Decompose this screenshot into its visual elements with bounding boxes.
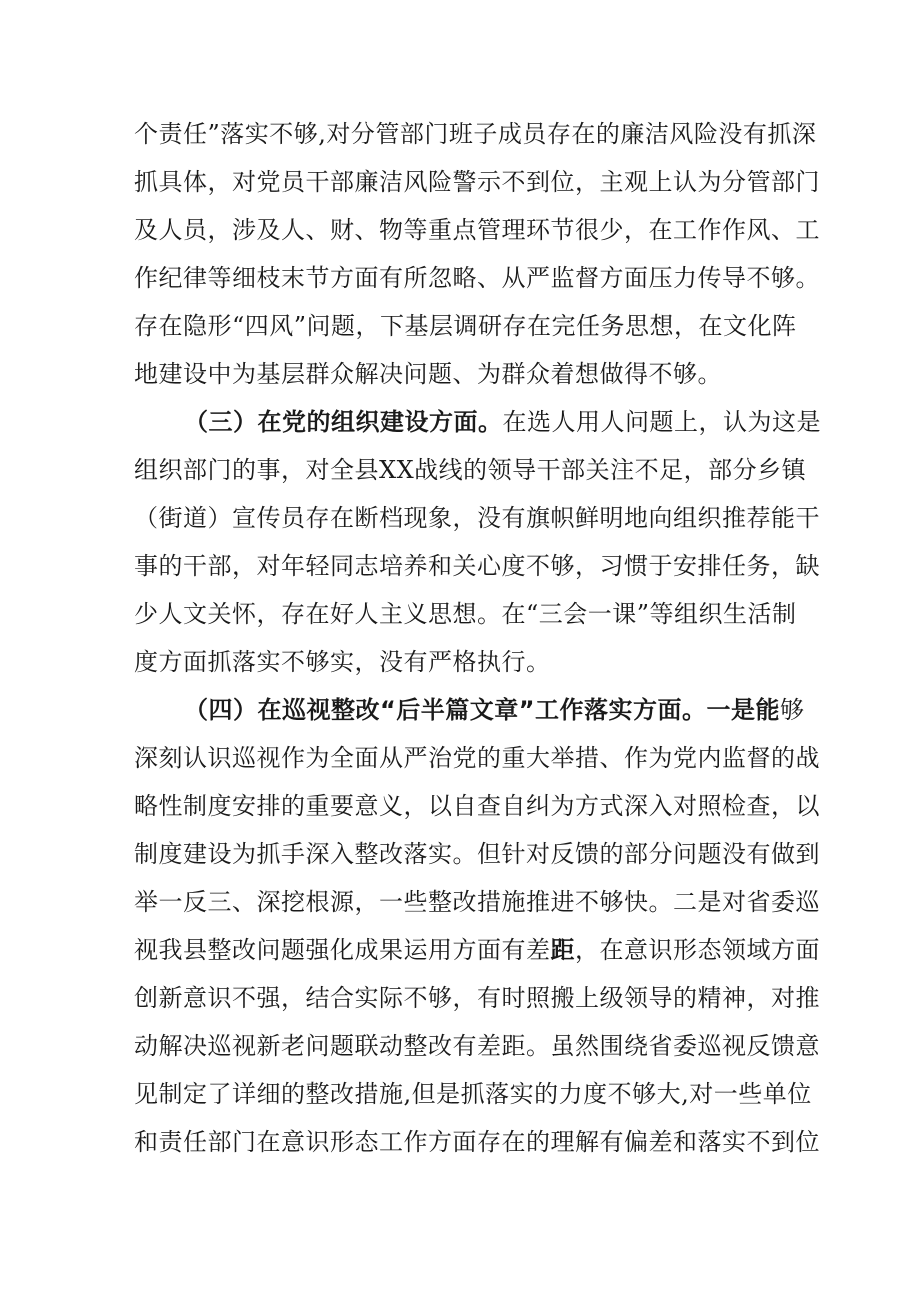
text-line xyxy=(134,1026,820,1066)
text-run: 组织部门的事，对全县XX战线的领导干部关注不足，部分乡镇 xyxy=(134,456,807,484)
text-run: 创新意识不强，结合实际不够，有时照搬上级领导的精神，对推 xyxy=(134,984,820,1012)
text-run: 制度建设为抓手深入整改落实。但针对反馈的部分问题没有做到 xyxy=(134,840,820,868)
text-line xyxy=(134,210,820,250)
text-line xyxy=(134,930,820,970)
text-line xyxy=(134,498,820,538)
text-line xyxy=(134,546,820,586)
text-run: 事的干部，对年轻同志培养和关心度不够，习惯于安排任务，缺 xyxy=(134,552,820,580)
text-line xyxy=(134,1122,820,1162)
text-run: 地建设中为基层群众解决问题、为群众着想做得不够。 xyxy=(134,360,722,388)
text-line xyxy=(134,114,817,154)
text-line xyxy=(134,642,794,682)
text-run-bold: 距 xyxy=(550,936,575,964)
text-run: 和责任部门在意识形态工作方面存在的理解有偏差和落实不到位 xyxy=(134,1128,820,1156)
text-line xyxy=(134,258,820,298)
text-run: 动解决巡视新老问题联动整改有差距。虽然围绕省委巡视反馈意 xyxy=(134,1032,820,1060)
section-heading: （三）在党的组织建设方面。 xyxy=(184,408,503,436)
text-line xyxy=(134,786,820,826)
text-line xyxy=(134,1074,812,1114)
section-heading: （四）在巡视整改“后半篇文章”工作落实方面。一是能 xyxy=(184,696,781,724)
text-line xyxy=(134,738,820,778)
text-run: 少人文关怀，存在好人主义思想。在“三会一课”等组织生活制 xyxy=(134,600,797,628)
text-run: 度方面抓落实不够实，没有严格执行。 xyxy=(134,648,551,676)
text-run: 举一反三、深挖根源，一些整改措施推进不够快。二是对省委巡 xyxy=(134,888,820,916)
text-run: 略性制度安排的重要意义，以自查自纠为方式深入对照检查，以 xyxy=(134,792,820,820)
text-run: 个责任”落实不够,对分管部门班子成员存在的廉洁风险没有抓深 xyxy=(134,120,817,148)
text-run: 见制定了详细的整改措施,但是抓落实的力度不够大,对一些单位 xyxy=(134,1080,812,1108)
text-run: 深刻认识巡视作为全面从严治党的重大举措、作为党内监督的战 xyxy=(134,744,820,772)
text-line xyxy=(134,882,820,922)
text-run: 够 xyxy=(780,696,805,724)
section-heading-line xyxy=(184,402,821,442)
text-line xyxy=(134,978,820,1018)
text-run: （街道）宣传员存在断档现象，没有旗帜鲜明地向组织推荐能干 xyxy=(134,504,820,532)
text-run: 存在隐形“四风”问题，下基层调研存在完任务思想，在文化阵 xyxy=(134,312,797,340)
text-run: 及人员，涉及人、财、物等重点管理环节很少，在工作作风、工 xyxy=(134,216,820,244)
text-line xyxy=(134,450,807,490)
text-line xyxy=(134,162,820,202)
text-line xyxy=(134,354,794,394)
section-heading-line xyxy=(184,690,805,730)
text-run: 视我县整改问题强化成果运用方面有差 xyxy=(134,936,551,964)
text-run: 抓具体，对党员干部廉洁风险警示不到位，主观上认为分管部门 xyxy=(134,168,820,196)
text-line xyxy=(134,834,820,874)
text-run: 在选人用人问题上，认为这是 xyxy=(502,408,821,436)
text-line xyxy=(134,306,797,346)
text-run: 作纪律等细枝末节方面有所忽略、从严监督方面压力传导不够。 xyxy=(134,264,820,292)
text-line xyxy=(134,594,797,634)
text-run: ，在意识形态领域方面 xyxy=(575,936,820,964)
